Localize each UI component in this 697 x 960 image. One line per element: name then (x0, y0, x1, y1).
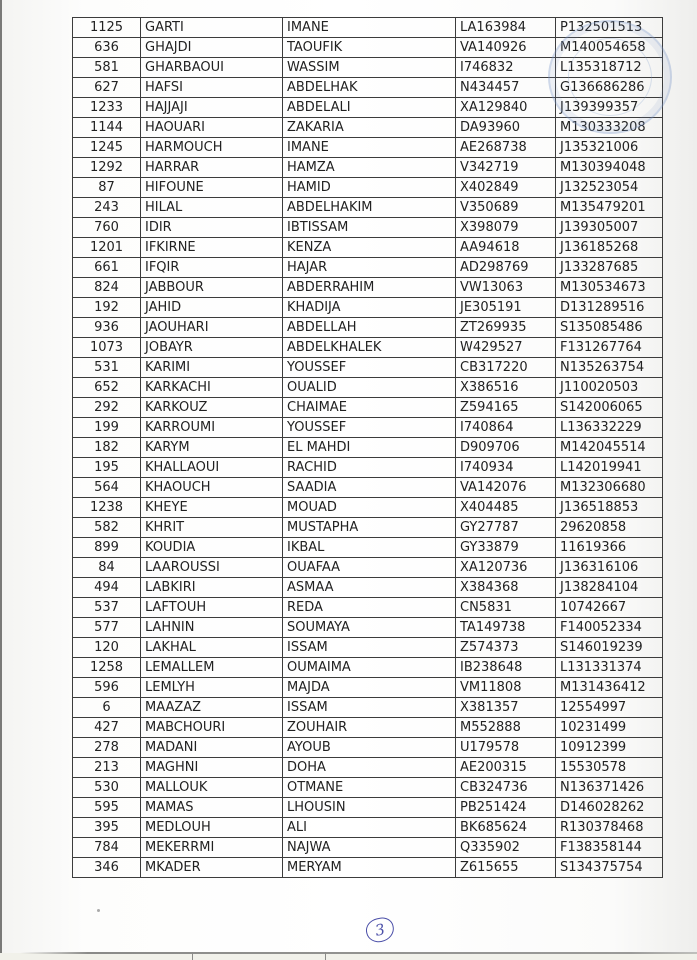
table-row (73, 718, 663, 738)
table-row (73, 158, 663, 178)
table-row (73, 398, 663, 418)
cell-student-code: M130333208 (556, 118, 663, 138)
cell-student-code: L136332229 (556, 418, 663, 438)
table-row (73, 78, 663, 98)
cell-id-card: X386516 (456, 378, 556, 398)
cell-last-name: IDIR (141, 218, 283, 238)
cell-id-card: X404485 (456, 498, 556, 518)
cell-id-card: VM11808 (456, 678, 556, 698)
cell-number: 577 (73, 618, 141, 638)
cell-id-card: CN5831 (456, 598, 556, 618)
cell-last-name: LABKIRI (141, 578, 283, 598)
cell-first-name: HAMID (283, 178, 456, 198)
cell-number: 243 (73, 198, 141, 218)
cell-last-name: MALLOUK (141, 778, 283, 798)
table-row (73, 458, 663, 478)
cell-student-code: L142019941 (556, 458, 663, 478)
table-row (73, 498, 663, 518)
cell-last-name: GHARBAOUI (141, 58, 283, 78)
cell-id-card: Z594165 (456, 398, 556, 418)
cell-id-card: VA140926 (456, 38, 556, 58)
cell-first-name: IMANE (283, 138, 456, 158)
cell-student-code: M135479201 (556, 198, 663, 218)
cell-last-name: IFKIRNE (141, 238, 283, 258)
cell-student-code: J138284104 (556, 578, 663, 598)
table-row (73, 738, 663, 758)
cell-last-name: GARTI (141, 18, 283, 38)
table-row (73, 238, 663, 258)
cell-id-card: ZT269935 (456, 318, 556, 338)
cell-id-card: LA163984 (456, 18, 556, 38)
table-row (73, 338, 663, 358)
table-row (73, 658, 663, 678)
cell-id-card: D909706 (456, 438, 556, 458)
cell-first-name: SOUMAYA (283, 618, 456, 638)
cell-id-card: M552888 (456, 718, 556, 738)
cell-id-card: U179578 (456, 738, 556, 758)
table-row (73, 478, 663, 498)
cell-first-name: SAADIA (283, 478, 456, 498)
table-row (73, 118, 663, 138)
cell-student-code: S142006065 (556, 398, 663, 418)
cell-id-card: VW13063 (456, 278, 556, 298)
page-edge (0, 0, 2, 960)
cell-id-card: Q335902 (456, 838, 556, 858)
cell-first-name: DOHA (283, 758, 456, 778)
table-row (73, 618, 663, 638)
bottom-tick (192, 952, 193, 960)
cell-last-name: JOBAYR (141, 338, 283, 358)
table-row (73, 138, 663, 158)
cell-last-name: KARKACHI (141, 378, 283, 398)
cell-last-name: MEDLOUH (141, 818, 283, 838)
cell-number: 1144 (73, 118, 141, 138)
cell-number: 87 (73, 178, 141, 198)
cell-id-card: GY33879 (456, 538, 556, 558)
cell-student-code: 12554997 (556, 698, 663, 718)
cell-first-name: RACHID (283, 458, 456, 478)
cell-student-code: S135085486 (556, 318, 663, 338)
cell-student-code: 10231499 (556, 718, 663, 738)
table-row (73, 18, 663, 38)
cell-id-card: X402849 (456, 178, 556, 198)
cell-number: 936 (73, 318, 141, 338)
cell-first-name: IKBAL (283, 538, 456, 558)
cell-last-name: MEKERRMI (141, 838, 283, 858)
cell-first-name: IBTISSAM (283, 218, 456, 238)
cell-last-name: MAGHNI (141, 758, 283, 778)
table-row (73, 518, 663, 538)
cell-number: 84 (73, 558, 141, 578)
cell-number: 1073 (73, 338, 141, 358)
table-row (73, 98, 663, 118)
cell-number: 530 (73, 778, 141, 798)
cell-student-code: D146028262 (556, 798, 663, 818)
cell-first-name: MAJDA (283, 678, 456, 698)
cell-number: 1258 (73, 658, 141, 678)
cell-student-code: N136371426 (556, 778, 663, 798)
cell-student-code: M142045514 (556, 438, 663, 458)
cell-first-name: EL MAHDI (283, 438, 456, 458)
cell-last-name: LEMALLEM (141, 658, 283, 678)
bottom-tick (325, 952, 326, 960)
cell-last-name: KARIMI (141, 358, 283, 378)
cell-number: 824 (73, 278, 141, 298)
cell-id-card: AD298769 (456, 258, 556, 278)
cell-number: 1125 (73, 18, 141, 38)
table-row (73, 558, 663, 578)
cell-first-name: IMANE (283, 18, 456, 38)
cell-id-card: IB238648 (456, 658, 556, 678)
cell-last-name: LAAROUSSI (141, 558, 283, 578)
cell-number: 1201 (73, 238, 141, 258)
cell-id-card: X381357 (456, 698, 556, 718)
cell-student-code: P132501513 (556, 18, 663, 38)
cell-last-name: JAOUHARI (141, 318, 283, 338)
cell-first-name: OUAFAA (283, 558, 456, 578)
cell-first-name: ABDELALI (283, 98, 456, 118)
cell-student-code: 15530578 (556, 758, 663, 778)
cell-first-name: WASSIM (283, 58, 456, 78)
cell-number: 199 (73, 418, 141, 438)
page-number: 3 (364, 915, 396, 944)
table-row (73, 858, 663, 878)
cell-first-name: MERYAM (283, 858, 456, 878)
cell-id-card: AA94618 (456, 238, 556, 258)
cell-last-name: KHRIT (141, 518, 283, 538)
cell-first-name: MOUAD (283, 498, 456, 518)
table-row (73, 838, 663, 858)
cell-student-code: 10912399 (556, 738, 663, 758)
cell-number: 784 (73, 838, 141, 858)
cell-id-card: N434457 (456, 78, 556, 98)
cell-last-name: JABBOUR (141, 278, 283, 298)
cell-last-name: HARMOUCH (141, 138, 283, 158)
cell-student-code: F140052334 (556, 618, 663, 638)
table-row (73, 758, 663, 778)
table-row (73, 198, 663, 218)
cell-number: 537 (73, 598, 141, 618)
cell-student-code: M140054658 (556, 38, 663, 58)
table-row (73, 538, 663, 558)
cell-student-code: J136518853 (556, 498, 663, 518)
bottom-rule (20, 952, 697, 954)
cell-last-name: LEMLYH (141, 678, 283, 698)
cell-last-name: KARROUMI (141, 418, 283, 438)
table-row (73, 678, 663, 698)
cell-number: 346 (73, 858, 141, 878)
cell-last-name: MAMAS (141, 798, 283, 818)
cell-first-name: HAMZA (283, 158, 456, 178)
cell-student-code: J139305007 (556, 218, 663, 238)
cell-id-card: I740864 (456, 418, 556, 438)
table-row (73, 418, 663, 438)
cell-student-code: F131267764 (556, 338, 663, 358)
cell-last-name: MKADER (141, 858, 283, 878)
table-row (73, 58, 663, 78)
cell-id-card: AE200315 (456, 758, 556, 778)
cell-id-card: GY27787 (456, 518, 556, 538)
cell-number: 494 (73, 578, 141, 598)
cell-number: 652 (73, 378, 141, 398)
cell-number: 182 (73, 438, 141, 458)
cell-student-code: J132523054 (556, 178, 663, 198)
cell-student-code: M131436412 (556, 678, 663, 698)
cell-last-name: HILAL (141, 198, 283, 218)
table-row (73, 598, 663, 618)
cell-number: 292 (73, 398, 141, 418)
cell-number: 427 (73, 718, 141, 738)
cell-first-name: YOUSSEF (283, 418, 456, 438)
cell-last-name: KARYM (141, 438, 283, 458)
cell-first-name: TAOUFIK (283, 38, 456, 58)
cell-student-code: J133287685 (556, 258, 663, 278)
cell-id-card: X398079 (456, 218, 556, 238)
cell-first-name: ABDELHAK (283, 78, 456, 98)
cell-student-code: M130394048 (556, 158, 663, 178)
cell-number: 395 (73, 818, 141, 838)
cell-last-name: KOUDIA (141, 538, 283, 558)
cell-id-card: CB324736 (456, 778, 556, 798)
speck (97, 909, 100, 912)
cell-last-name: MADANI (141, 738, 283, 758)
table-row (73, 38, 663, 58)
cell-id-card: JE305191 (456, 298, 556, 318)
candidate-table (72, 17, 663, 878)
cell-last-name: KHEYE (141, 498, 283, 518)
cell-first-name: OUMAIMA (283, 658, 456, 678)
cell-first-name: ZOUHAIR (283, 718, 456, 738)
cell-student-code: R130378468 (556, 818, 663, 838)
cell-last-name: HIFOUNE (141, 178, 283, 198)
cell-last-name: MABCHOURI (141, 718, 283, 738)
table-row (73, 358, 663, 378)
cell-student-code: S146019239 (556, 638, 663, 658)
cell-last-name: GHAJDI (141, 38, 283, 58)
table-row (73, 318, 663, 338)
cell-last-name: LAHNIN (141, 618, 283, 638)
cell-id-card: XA129840 (456, 98, 556, 118)
cell-student-code: D131289516 (556, 298, 663, 318)
cell-first-name: ISSAM (283, 638, 456, 658)
cell-id-card: I746832 (456, 58, 556, 78)
table-row (73, 438, 663, 458)
cell-id-card: DA93960 (456, 118, 556, 138)
cell-id-card: Z615655 (456, 858, 556, 878)
cell-id-card: CB317220 (456, 358, 556, 378)
table-row (73, 178, 663, 198)
cell-student-code: G136686286 (556, 78, 663, 98)
table-row (73, 218, 663, 238)
cell-student-code: 11619366 (556, 538, 663, 558)
table-row (73, 798, 663, 818)
table-row (73, 818, 663, 838)
table-row (73, 778, 663, 798)
cell-first-name: YOUSSEF (283, 358, 456, 378)
cell-student-code: M132306680 (556, 478, 663, 498)
table-row (73, 378, 663, 398)
cell-id-card: XA120736 (456, 558, 556, 578)
next-page-edge (0, 953, 697, 960)
cell-last-name: HARRAR (141, 158, 283, 178)
cell-number: 582 (73, 518, 141, 538)
cell-id-card: VA142076 (456, 478, 556, 498)
cell-last-name: JAHID (141, 298, 283, 318)
cell-first-name: KENZA (283, 238, 456, 258)
cell-id-card: Z574373 (456, 638, 556, 658)
cell-student-code: F138358144 (556, 838, 663, 858)
cell-id-card: W429527 (456, 338, 556, 358)
cell-number: 595 (73, 798, 141, 818)
cell-first-name: MUSTAPHA (283, 518, 456, 538)
cell-number: 195 (73, 458, 141, 478)
cell-student-code: J110020503 (556, 378, 663, 398)
cell-number: 1245 (73, 138, 141, 158)
cell-student-code: 29620858 (556, 518, 663, 538)
cell-student-code: J135321006 (556, 138, 663, 158)
cell-id-card: V342719 (456, 158, 556, 178)
cell-number: 1238 (73, 498, 141, 518)
table-row (73, 298, 663, 318)
cell-first-name: OUALID (283, 378, 456, 398)
cell-student-code: J136185268 (556, 238, 663, 258)
cell-first-name: ISSAM (283, 698, 456, 718)
cell-first-name: ABDERRAHIM (283, 278, 456, 298)
cell-id-card: X384368 (456, 578, 556, 598)
table-row (73, 638, 663, 658)
cell-first-name: ALI (283, 818, 456, 838)
cell-id-card: PB251424 (456, 798, 556, 818)
cell-last-name: KARKOUZ (141, 398, 283, 418)
cell-student-code: N135263754 (556, 358, 663, 378)
cell-id-card: BK685624 (456, 818, 556, 838)
cell-number: 899 (73, 538, 141, 558)
cell-last-name: IFQIR (141, 258, 283, 278)
cell-student-code: S134375754 (556, 858, 663, 878)
cell-number: 564 (73, 478, 141, 498)
cell-number: 636 (73, 38, 141, 58)
cell-number: 1233 (73, 98, 141, 118)
cell-id-card: TA149738 (456, 618, 556, 638)
cell-number: 120 (73, 638, 141, 658)
cell-student-code: 10742667 (556, 598, 663, 618)
cell-first-name: CHAIMAE (283, 398, 456, 418)
cell-student-code: J136316106 (556, 558, 663, 578)
cell-last-name: HAFSI (141, 78, 283, 98)
table-row (73, 578, 663, 598)
cell-first-name: REDA (283, 598, 456, 618)
cell-first-name: ZAKARIA (283, 118, 456, 138)
cell-number: 6 (73, 698, 141, 718)
cell-first-name: HAJAR (283, 258, 456, 278)
cell-number: 661 (73, 258, 141, 278)
cell-first-name: NAJWA (283, 838, 456, 858)
cell-first-name: ASMAA (283, 578, 456, 598)
cell-id-card: V350689 (456, 198, 556, 218)
cell-number: 596 (73, 678, 141, 698)
cell-first-name: ABDELLAH (283, 318, 456, 338)
cell-first-name: KHADIJA (283, 298, 456, 318)
cell-number: 760 (73, 218, 141, 238)
cell-number: 581 (73, 58, 141, 78)
cell-last-name: LAKHAL (141, 638, 283, 658)
cell-first-name: ABDELHAKIM (283, 198, 456, 218)
cell-student-code: J139399357 (556, 98, 663, 118)
cell-first-name: ABDELKHALEK (283, 338, 456, 358)
cell-number: 213 (73, 758, 141, 778)
cell-student-code: L135318712 (556, 58, 663, 78)
cell-last-name: LAFTOUH (141, 598, 283, 618)
cell-last-name: HAOUARI (141, 118, 283, 138)
cell-last-name: KHALLAOUI (141, 458, 283, 478)
cell-number: 1292 (73, 158, 141, 178)
cell-id-card: AE268738 (456, 138, 556, 158)
cell-id-card: I740934 (456, 458, 556, 478)
cell-student-code: L131331374 (556, 658, 663, 678)
table-row (73, 278, 663, 298)
cell-student-code: M130534673 (556, 278, 663, 298)
candidate-table-body (73, 18, 663, 878)
cell-first-name: LHOUSIN (283, 798, 456, 818)
cell-last-name: KHAOUCH (141, 478, 283, 498)
cell-number: 278 (73, 738, 141, 758)
cell-first-name: AYOUB (283, 738, 456, 758)
cell-number: 531 (73, 358, 141, 378)
cell-number: 627 (73, 78, 141, 98)
cell-last-name: HAJJAJI (141, 98, 283, 118)
cell-first-name: OTMANE (283, 778, 456, 798)
table-row (73, 258, 663, 278)
table-row (73, 698, 663, 718)
cell-last-name: MAAZAZ (141, 698, 283, 718)
cell-number: 192 (73, 298, 141, 318)
